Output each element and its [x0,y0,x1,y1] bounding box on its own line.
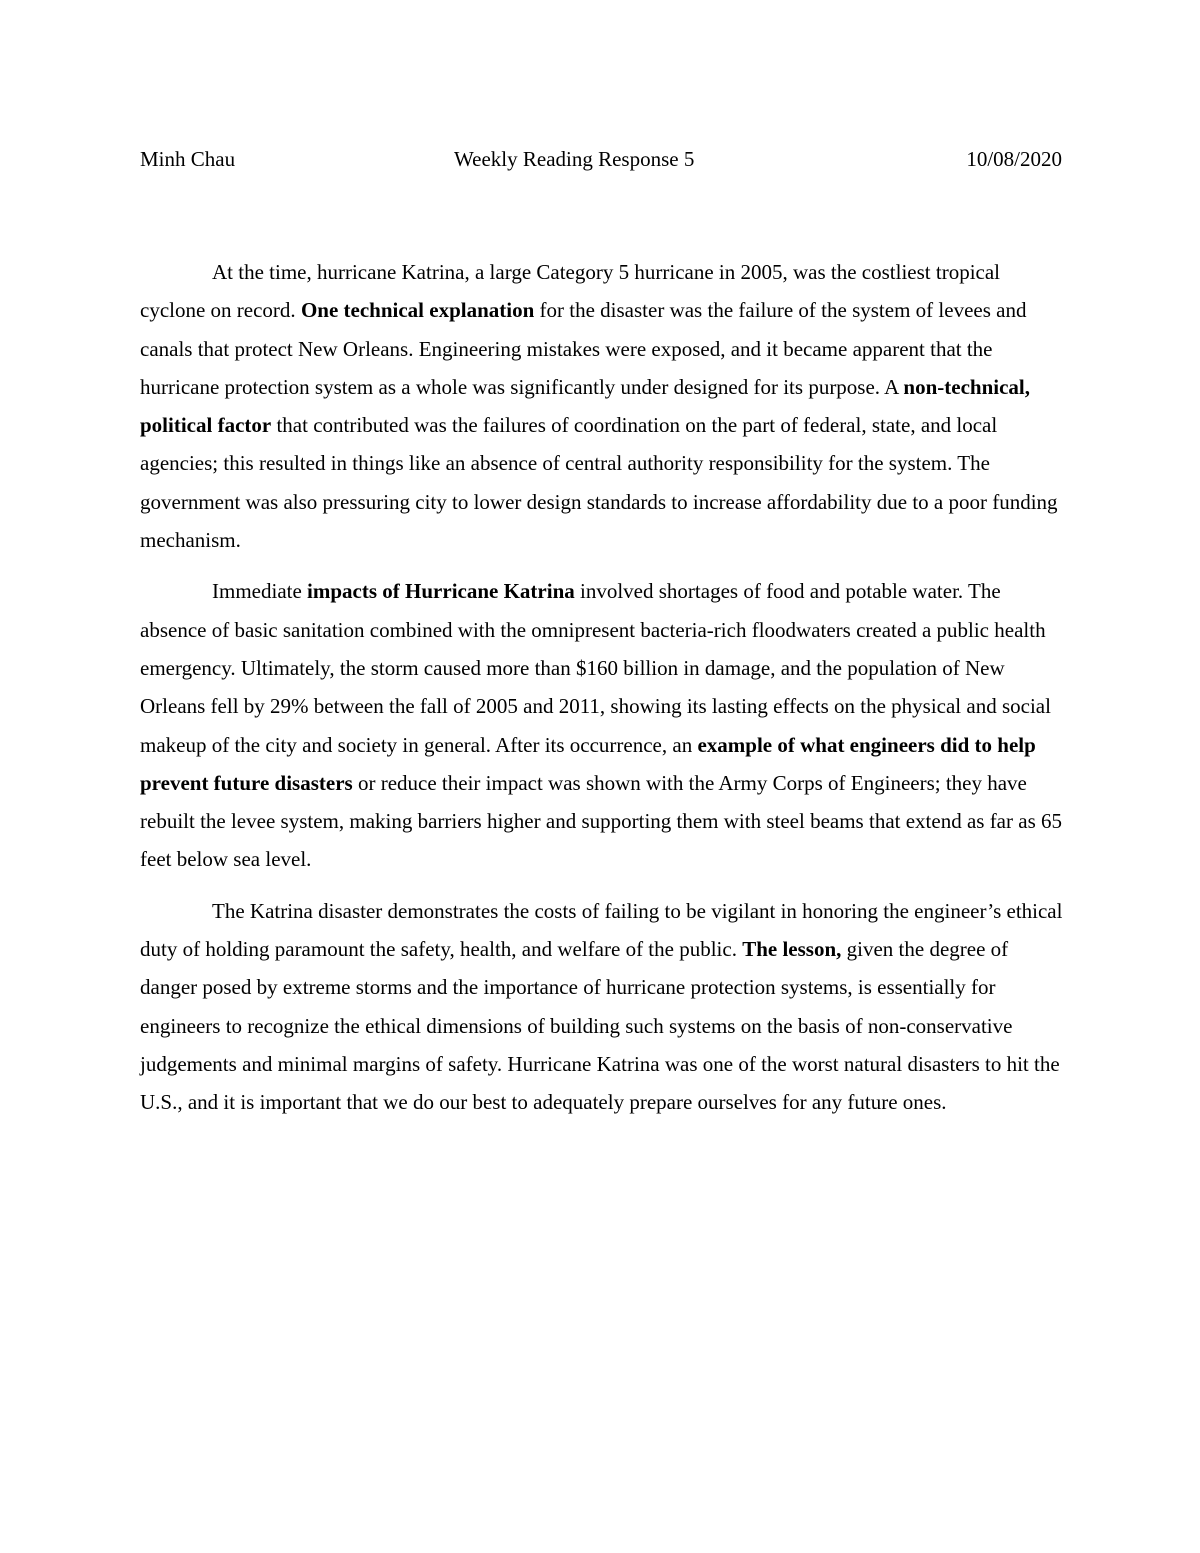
paragraph-text: given the degree of danger posed by extreme storms and the importance of hurricane protection systems, is essentially for engineers to recognize the ethical dimensions of building such systems on the basis of non-conservative judgements and minimal margins of safety. Hurricane Katrina was one of the worst natural disasters to hit the U.S., and it is important that we do our best to adequately prepare ourselves for any future ones. [140,937,1060,1115]
bold-phrase-technical-explanation: One technical explanation [300,298,535,323]
paragraph-1 [140,253,1065,559]
bold-phrase-engineers-example: example of what engineers did to help prevent future disasters [140,732,1036,795]
paragraph-text: or reduce their impact was shown with the Army Corps of Engineers; they have rebuilt the levee system, making barriers higher and supporting them with steel beams that extend as far as 65 feet below sea level. [140,770,1062,872]
paragraph-text: that contributed was the failures of coordination on the part of federal, state, and local agencies; this resulted in things like an absence of central authority responsibility for the system. The government was also pressuring city to lower design standards to increase affordability due to a poor funding mechanism. [140,413,1058,553]
bold-phrase-impacts: impacts of Hurricane Katrina [307,579,575,604]
bold-phrase-lesson: The lesson, [742,937,842,962]
paragraph-text: The Katrina disaster demonstrates the costs of failing to be vigilant in honoring the engineer’s ethical duty of holding paramount the safety, health, and welfare of the public. [140,898,1063,962]
document-date: 10/08/2020 [966,147,1062,171]
paragraph-text: for the disaster was the failure of the system of levees and canals that protect New Orleans. Engineering mistakes were exposed, and it became apparent that the hurricane protection system as a whole was significantly under designed for its purpose. A [140,298,1027,399]
author-name: Minh Chau [140,147,236,171]
document-header [140,142,1062,176]
paragraph-text: involved shortages of food and potable water. The absence of basic sanitation combined with the omnipresent bacteria-rich floodwaters created a public health emergency. Ultimately, the storm caused more than $160 billion in damage, and the population of New Orleans fell by 29% between the fall of 2005 and 2011, showing its lasting effects on the physical and social makeup of the city and society in general. After its occurrence, an [140,579,1051,757]
bold-phrase-political-factor: non-technical, political factor [140,374,1030,438]
paragraph-text: At the time, hurricane Katrina, a large Category 5 hurricane in 2005, was the costliest tropical cyclone on record. [140,260,1001,323]
paragraph-text: Immediate [212,579,308,604]
paragraph-3 [140,892,1065,1122]
paragraph-2 [140,572,1065,878]
document-body [140,253,1065,1135]
document-title: Weekly Reading Response 5 [454,147,695,171]
